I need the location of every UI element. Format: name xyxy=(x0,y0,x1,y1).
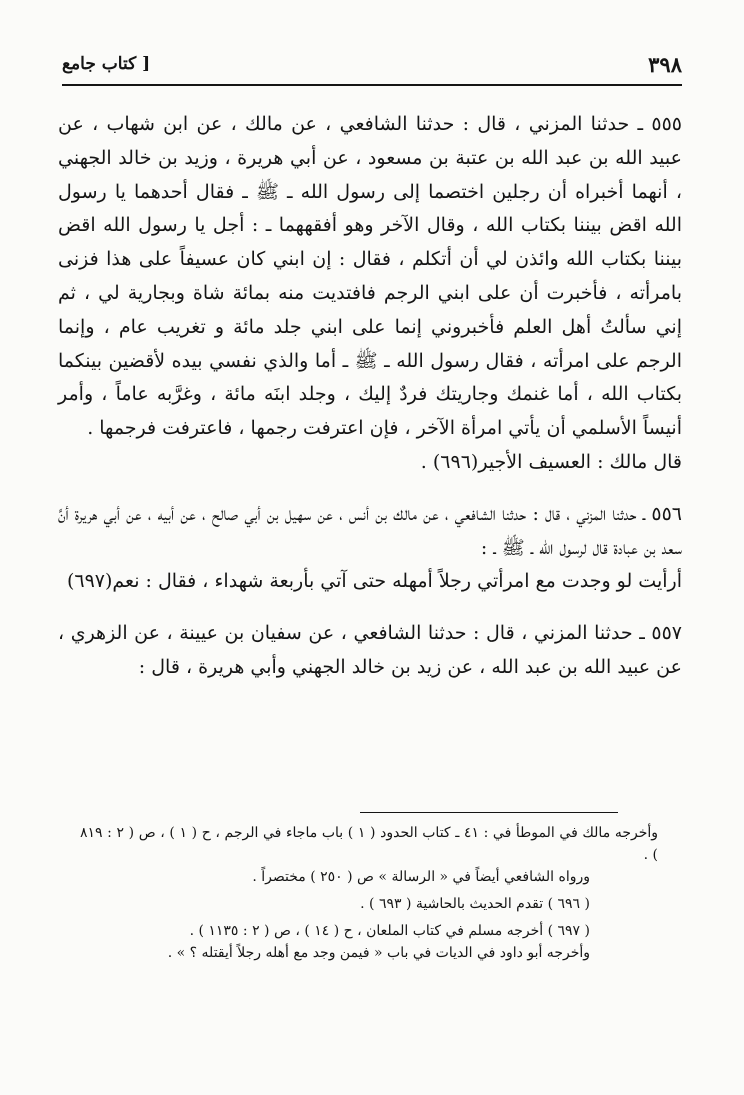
footnote-line: ورواه الشافعي أيضاً في « الرسالة » ص ( ٢٥٠ ) مختصراً . xyxy=(252,869,590,885)
hadith-556-question: أرأيت لو وجدت مع امرأتي رجلاً أمهله حتى آتي بأربعة شهداء ، فقال : نعم(٦٩٧) xyxy=(66,570,682,593)
chapter-title: [ كتاب جامع xyxy=(62,54,151,74)
footnote-line: وأخرجه أبو داود في الديات في باب « فيمن وجد مع أهله رجلاً أيقتله ؟ » . xyxy=(167,945,590,961)
hadith-555: ٥٥٥ ـ حدثنا المزني ، قال : حدثنا الشافعي ، عن مالك ، عن ابن شهاب ، عن عبيد الله بن عبد الله بن عتبة بن مسعود ، عن أبي هريرة ، وزيد بن خالد الجهني ، أنهما أخبراه أن رجلين اختصما إلى رسول الله ـ ﷺ ـ فقال أحدهما يا رسول الله اقض بيننا بكتاب الله ، وقال الآخر وهو أفقههما ـ : أجل يا رسول الله اقض بيننا بكتاب الله وائذن لي أن أتكلم ، فقال : إن ابني كان عسيفاً على هذا فزنى بامرأته ، فأخبرت أن على ابني الرجم فافتديت منه بمائة شاة وبجارية لي ، ثم إني سألتُ أهل العلم فأخبروني إنما على ابني جلد مائة و تغريب عام ، وإنما الرجم على امرأته ، فقال رسول الله ـ ﷺ ـ أما والذي نفسي بيده لأقضين بينكما بكتاب الله ، أما غنمك وجاريتك فردٌ إليك ، وجلد ابنَه مائة ، وغرَّبه عاماً ، وأمر أنيساً الأسلمي أن يأتي امرأة الآخر ، فإن اعترفت رجمها ، فاعترفت فرجمها . xyxy=(58,113,682,440)
page-number: ٣٩٨ xyxy=(648,52,682,77)
footnote-697: ( ٦٩٧ ) أخرجه مسلم في كتاب الملعان ، ح ( ١٤ ) ، ص ( ٢ : ١١٣٥ ) . xyxy=(189,923,590,939)
footnote-696: ( ٦٩٦ ) تقدم الحديث بالحاشية ( ٦٩٣ ) . xyxy=(360,896,590,912)
hadith-556: ٥٥٦ ـ حدثنا المزني ، قال : حدثنا الشافعي ، عن مالك بن أنس ، عن سهيل بن أبي صالح ، عن أبيه ، عن أبي هريرة أنَّ سعد بن عبادة قال لرسول الله ـ ﷺ ـ : xyxy=(58,502,682,559)
malik-note: قال مالك : العسيف الأجير(٦٩٦) . xyxy=(420,450,682,473)
hadith-557: ٥٥٧ ـ حدثنا المزني ، قال : حدثنا الشافعي ، عن سفيان بن عيينة ، عن الزهري ، عن عبيد الله بن عبد الله ، عن زيد بن خالد الجهني وأبي هريرة ، قال : xyxy=(58,622,682,678)
main-text xyxy=(58,108,682,685)
footnote-line: وأخرجه مالك في الموطأ في : ٤١ ـ كتاب الحدود ( ١ ) باب ماجاء في الرجم ، ح ( ١ ) ، ص ( ٢ : ٨١٩ ) . xyxy=(80,825,659,863)
footnote-divider xyxy=(360,812,618,813)
page-header xyxy=(62,52,682,82)
footnotes xyxy=(80,822,658,964)
header-rule xyxy=(62,84,682,86)
